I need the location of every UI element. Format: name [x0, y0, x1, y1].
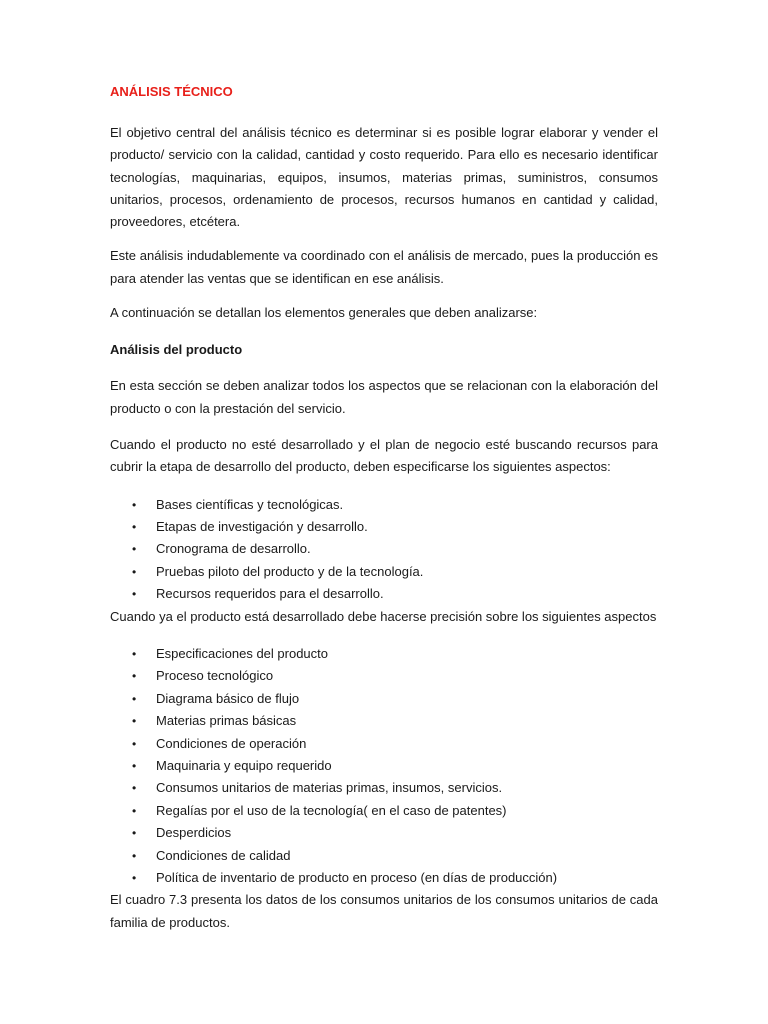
bullet-icon: •: [132, 803, 137, 818]
list-item: [110, 561, 658, 583]
list-item-text: Maquinaria y equipo requerido: [156, 757, 332, 773]
list-item-text: Desperdicios: [156, 825, 232, 841]
list-item-text: Diagrama básico de flujo: [156, 690, 300, 706]
list-item-text: Condiciones de operación: [156, 735, 307, 751]
paragraph-intro-elements: A continuación se detallan los elementos generales que deben analizarse:: [110, 305, 538, 321]
list-item: [110, 800, 658, 822]
paragraph-table-reference: El cuadro 7.3 presenta los datos de los consumos unitarios de los consumos unitarios de cada familia de productos.: [110, 892, 658, 930]
bullet-icon: •: [132, 714, 137, 729]
bullet-icon: •: [132, 736, 137, 751]
list-item-text: Regalías por el uso de la tecnología( en el caso de patentes): [156, 802, 507, 818]
bullet-icon: •: [132, 564, 137, 579]
list-item-text: Especificaciones del producto: [156, 645, 328, 661]
bullet-icon: •: [132, 669, 137, 684]
bullet-icon: •: [132, 691, 137, 706]
document-page: [110, 82, 658, 934]
bullet-icon: •: [132, 519, 137, 534]
list-item-text: Recursos requeridos para el desarrollo.: [156, 586, 384, 602]
list-item: [110, 867, 658, 889]
list-item: [110, 494, 658, 516]
list-item: [110, 710, 658, 732]
list-developed-aspects: [110, 643, 658, 889]
paragraph-objective: El objetivo central del análisis técnico es determinar si es posible lograr elaborar y vender el producto/ servicio con la calidad, cantidad y costo requerido. Para ello es necesario identificar tecnologías, maquinarias, equipos, insumos, materias primas, suministros, consumos unitarios, procesos, ordenamiento de procesos, recursos humanos en cantidad y calidad, proveedores, etcétera.: [110, 125, 658, 230]
subheading-product-analysis: Análisis del producto: [110, 342, 243, 358]
list-item: [110, 688, 658, 710]
bullet-icon: •: [132, 646, 137, 661]
bullet-icon: •: [132, 781, 137, 796]
list-item-text: Etapas de investigación y desarrollo.: [156, 518, 368, 534]
list-item-text: Proceso tecnológico: [156, 668, 274, 684]
list-item: [110, 643, 658, 665]
list-item: [110, 777, 658, 799]
bullet-icon: •: [132, 587, 137, 602]
list-item: [110, 583, 658, 605]
bullet-icon: •: [132, 848, 137, 863]
bullet-icon: •: [132, 758, 137, 773]
bullet-icon: •: [132, 870, 137, 885]
list-item: [110, 822, 658, 844]
list-item: [110, 755, 658, 777]
list-item: [110, 516, 658, 538]
list-item-text: Condiciones de calidad: [156, 847, 291, 863]
section-title: ANÁLISIS TÉCNICO: [110, 84, 233, 99]
list-item: [110, 733, 658, 755]
list-item-text: Materias primas básicas: [156, 713, 297, 729]
list-item-text: Política de inventario de producto en proceso (en días de producción): [156, 869, 558, 885]
list-item-text: Bases científicas y tecnológicas.: [156, 496, 344, 512]
bullet-icon: •: [132, 497, 137, 512]
list-item-text: Cronograma de desarrollo.: [156, 541, 311, 557]
list-item: [110, 538, 658, 560]
bullet-icon: •: [132, 542, 137, 557]
list-item: [110, 845, 658, 867]
list-development-aspects: [110, 494, 658, 606]
list-item-text: Pruebas piloto del producto y de la tecnología.: [156, 563, 424, 579]
paragraph-coordination: Este análisis indudablemente va coordinado con el análisis de mercado, pues la producción es para atender las ventas que se identifican en ese análisis.: [110, 248, 658, 286]
bullet-icon: •: [132, 826, 137, 841]
paragraph-undeveloped-product: Cuando el producto no esté desarrollado y el plan de negocio esté buscando recursos para cubrir la etapa de desarrollo del producto, deben especificarse los siguientes aspectos:: [110, 436, 658, 475]
paragraph-section-scope: En esta sección se deben analizar todos los aspectos que se relacionan con la elaboración del producto o con la prestación del servicio.: [110, 378, 658, 416]
list-item: [110, 665, 658, 687]
list-item-text: Consumos unitarios de materias primas, insumos, servicios.: [156, 780, 503, 796]
paragraph-developed-product: Cuando ya el producto está desarrollado debe hacerse precisión sobre los siguientes aspectos: [110, 608, 657, 624]
